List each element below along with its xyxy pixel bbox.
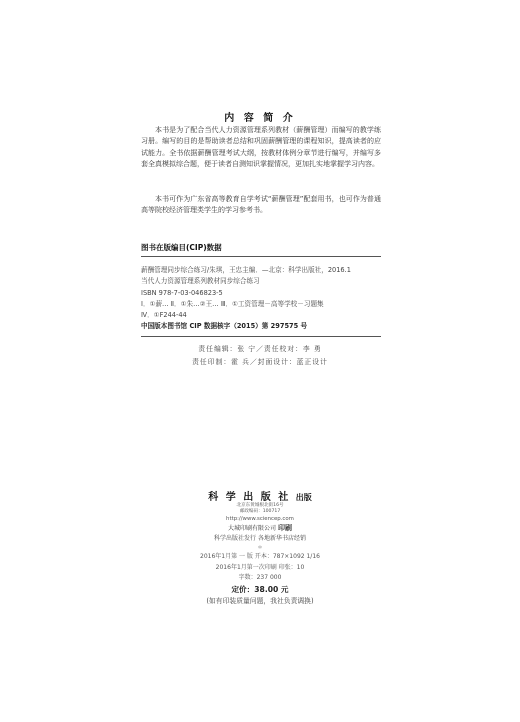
publisher-url: http://www.sciencep.com [226, 516, 294, 523]
word-count: 字数：237 000 [238, 574, 282, 582]
content-intro-paragraph-1: 本书是为了配合当代人力资源管理系列教材（薪酬管理）而编写的教学练习册。编写的目的是帮助读者总结和巩固薪酬管理的课程知识，提高读者的应试能力。全书依据薪酬管理考试大纲，按教材体例分章节进行编写，并编写多套全真模拟综合题，便于读者自测知识掌握情况，更加扎实地掌握学习内容。 [141, 126, 381, 169]
publisher-name-suffix: 出版 [295, 493, 312, 502]
publisher-postcode: 邮政编码：100717 [239, 509, 281, 515]
publisher-name: 科 学 出 版 社 [208, 492, 291, 503]
edition-line-2: 2016年1月第一次印刷 印张：10 [215, 563, 305, 571]
publisher-name-line [0, 488, 520, 503]
edition-line-1: 2016年1月第 一 版 开本：787×1092 1/16 [200, 553, 320, 561]
cip-line-1: 薪酬管理同步综合练习/朱琪，王忠主编．—北京：科学出版社，2016.1 [141, 266, 351, 274]
cip-line-5: Ⅳ．①F244-44 [141, 311, 187, 320]
printer-suffix: 印刷 [277, 524, 292, 533]
publisher-colophon [0, 488, 520, 607]
editor-credits-2: 责任印制：霍 兵／封面设计：蓝正设计 [192, 358, 328, 366]
publisher-address: 北京东黄城根北街16号 [236, 503, 284, 508]
cip-data-block [141, 265, 381, 333]
printer-name: 大城印刷有限公司 [228, 525, 277, 533]
cip-line-2: 当代人力资源管理系列教材同步综合练习 [141, 277, 260, 286]
content-intro-title: 内 容 简 介 [224, 113, 296, 124]
content-intro-paragraph-2: 本书可作为广东省高等教育自学考试“薪酬管理”配套用书，也可作为普通高等院校经济管理类学生的学习参考书。 [141, 195, 381, 215]
cip-line-4: Ⅰ．①薪… Ⅱ．①朱…②王… Ⅲ．①工资管理－高等学校－习题集 [141, 299, 324, 308]
cip-title: 图书在版编目(CIP)数据 [141, 242, 381, 257]
printer-line [0, 523, 520, 534]
cip-catalog-number: 中国版本图书馆 CIP 数据核字（2015）第 297575 号 [141, 322, 308, 331]
quality-notice: (如有印装质量问题，我社负责调换) [206, 596, 314, 605]
separator-star: ＊ [257, 545, 263, 552]
cip-isbn: ISBN 978-7-03-046823-5 [141, 288, 223, 297]
editor-credits-1: 责任编辑：张 宁／责任校对：李 勇 [198, 345, 322, 353]
price: 定价：38.00 元 [231, 584, 289, 594]
distribution-line: 科学出版社发行 各地新华书店经销 [214, 535, 306, 543]
cip-bottom-rule [141, 336, 381, 337]
